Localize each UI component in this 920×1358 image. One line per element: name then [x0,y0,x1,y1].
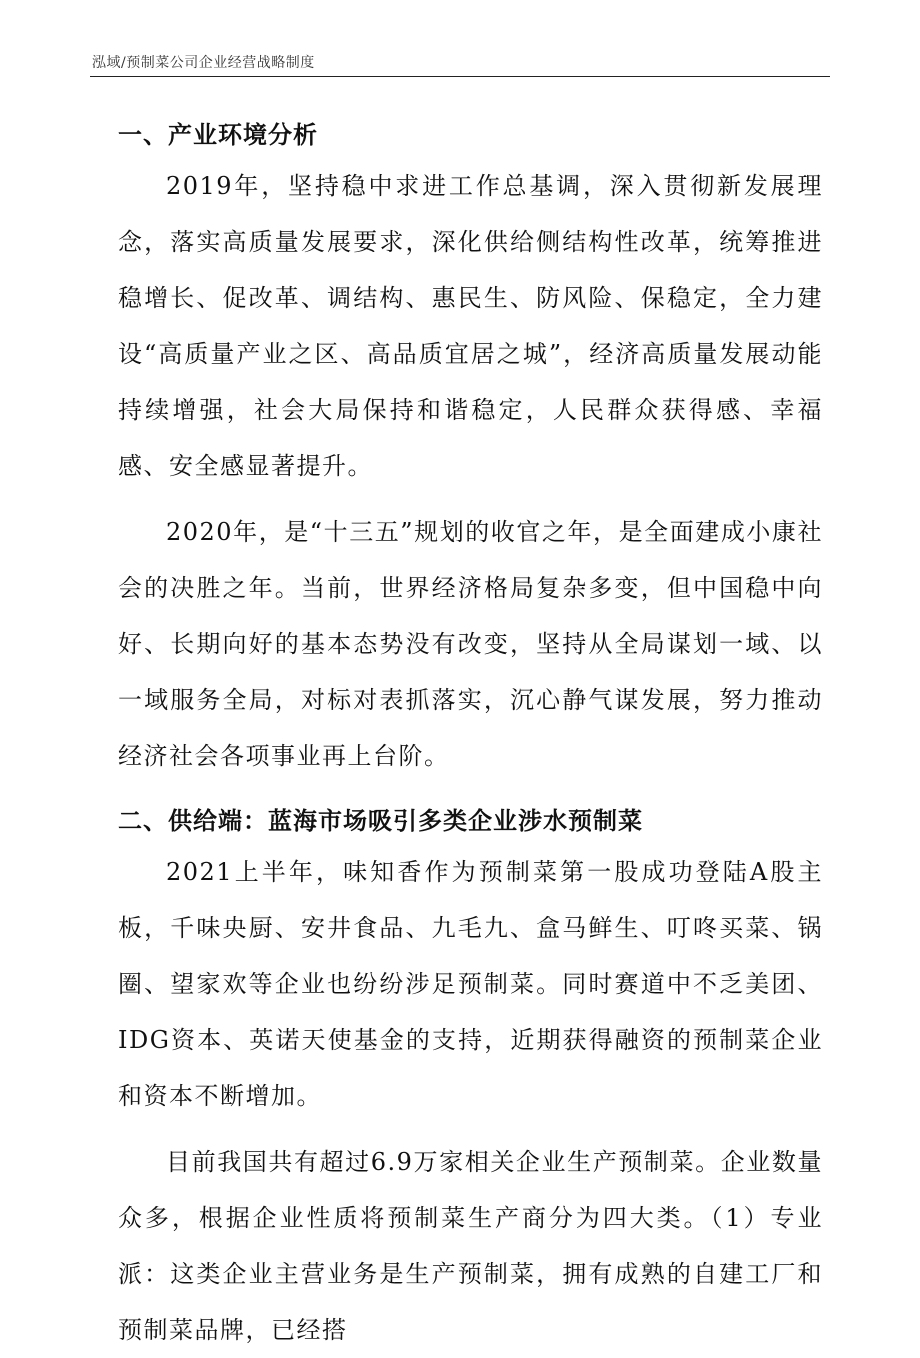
document-body [118,112,823,1358]
paragraph: 2019年，坚持稳中求进工作总基调，深入贯彻新发展理念，落实高质量发展要求，深化供给侧结构性改革，统筹推进稳增长、促改革、调结构、惠民生、防风险、保稳定，全力建设“高质量产业之区、高品质宜居之城”，经济高质量发展动能持续增强，社会大局保持和谐稳定，人民群众获得感、幸福感、安全感显著提升。 [118,172,823,480]
header-rule [90,76,830,77]
section-heading: 二、供给端：蓝海市场吸引多类企业涉水预制菜 [118,807,643,835]
section-heading: 一、产业环境分析 [118,121,318,149]
section-supply-side [118,798,823,1358]
paragraph-gap [118,1124,823,1134]
section-gap [118,784,823,798]
paragraph: 目前我国共有超过6.9万家相关企业生产预制菜。企业数量众多，根据企业性质将预制菜生产商分为四大类。（1）专业派：这类企业主营业务是生产预制菜，拥有成熟的自建工厂和预制菜品牌，已经搭 [118,1148,823,1344]
paragraph-gap [118,494,823,504]
section-industry-environment [118,112,823,784]
running-header: 泓域/预制菜公司企业经营战略制度 [92,55,315,71]
paragraph: 2020年，是“十三五”规划的收官之年，是全面建成小康社会的决胜之年。当前，世界经济格局复杂多变，但中国稳中向好、长期向好的基本态势没有改变，坚持从全局谋划一域、以一域服务全局，对标对表抓落实，沉心静气谋发展，努力推动经济社会各项事业再上台阶。 [118,518,823,770]
paragraph: 2021上半年，味知香作为预制菜第一股成功登陆A股主板，千味央厨、安井食品、九毛九、盒马鲜生、叮咚买菜、锅圈、望家欢等企业也纷纷涉足预制菜。同时赛道中不乏美团、IDG资本、英诺天使基金的支持，近期获得融资的预制菜企业和资本不断增加。 [118,858,823,1110]
